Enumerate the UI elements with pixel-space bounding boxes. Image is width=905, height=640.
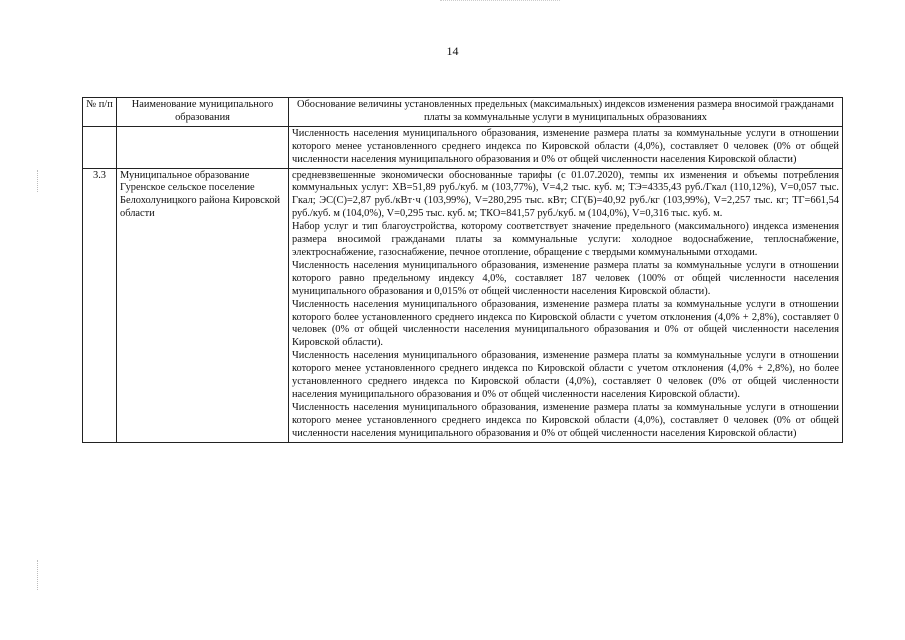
row-municipality: Муниципальное образование Гуренское сельское поселение Белохолуницкого района Кировской области	[117, 168, 289, 442]
row-num	[83, 126, 117, 168]
row-justification	[289, 168, 843, 442]
row-num: 3.3	[83, 168, 117, 442]
table-header-row	[83, 98, 843, 127]
paragraph: Численность населения муниципального образования, изменение размера платы за коммунальные услуги в отношении которого равно предельному индексу 4,0%, составляет 187 человек (100% от общей численности населения муниципального образования и 0,015% от общей численности населения Кировской области).	[292, 259, 839, 297]
header-municipality: Наименование муниципального образования	[117, 98, 289, 127]
row-municipality	[117, 126, 289, 168]
paragraph: Набор услуг и тип благоустройства, которому соответствует значение предельного (максимального) индекса изменения размера вносимой гражданами платы за коммунальные услуги: холодное водоснабжение, теплоснабжение, электроснабжение, газоснабжение, печное отопление, обращение с твердыми коммунальными отходами.	[292, 221, 839, 258]
table-row	[83, 126, 843, 168]
paragraph: Численность населения муниципального образования, изменение размера платы за коммунальные услуги в отношении которого менее установленного среднего индекса по Кировской области (4,0%), составляет 0 человек (0% от общей численности населения муниципального образования и 0% от общей численности населения Кировской области)	[292, 127, 839, 165]
paragraph: Численность населения муниципального образования, изменение размера платы за коммунальные услуги в отношении которого менее установленного среднего индекса по Кировской области (4,0%), составляет 0 человек (0% от общей численности населения муниципального образования и 0% от общей численности населения Кировской области)	[292, 401, 839, 439]
table-row	[83, 168, 843, 442]
row-justification	[289, 126, 843, 168]
paragraph: Численность населения муниципального образования, изменение размера платы за коммунальные услуги в отношении которого менее установленного среднего индекса по Кировской области с учетом отклонения (4,0% + 2,8%), но более установленного среднего индекса по Кировской области (4,0%), составляет 0 человек (0% от общей численности населения муниципального образования и 0% от общей численности населения Кировской области).	[292, 350, 839, 400]
paragraph: Численность населения муниципального образования, изменение размера платы за коммунальные услуги в отношении которого более установленного среднего индекса по Кировской области с учетом отклонения (4,0% + 2,8%), составляет 0 человек (0% от общей численности населения муниципального образования и 0% от общей численности населения Кировской области).	[292, 298, 839, 349]
tariff-table	[82, 97, 843, 443]
header-num: № п/п	[83, 98, 117, 127]
scan-artifact	[440, 0, 560, 2]
scan-artifact	[37, 560, 39, 590]
page-number: 14	[446, 44, 459, 58]
paragraph: средневзвешенные экономически обоснованные тарифы (с 01.07.2020), темпы их изменения и объемы потребления коммунальных услуг: ХВ=51,89 руб./куб. м (103,77%), V=4,2 тыс. куб. м; ТЭ=4335,43 руб./Гкал (110,12%), V=0,057 тыс. Гкал; ЭС(С)=2,87 руб./кВт·ч (103,99%), V=280,295 тыс. кВт; СГ(Б)=40,92 руб./кг (103,99%), V=2,257 тыс. кг; ТГ=661,54 руб./куб. м (104,0%), V=0,295 тыс. куб. м; ТКО=841,57 руб./куб. м (104,0%), V=0,316 тыс. куб. м.	[292, 169, 839, 220]
header-justification: Обоснование величины установленных предельных (максимальных) индексов изменения размера вносимой гражданами платы за коммунальные услуги в муниципальных образованиях	[289, 98, 843, 127]
scan-artifact	[37, 170, 39, 192]
